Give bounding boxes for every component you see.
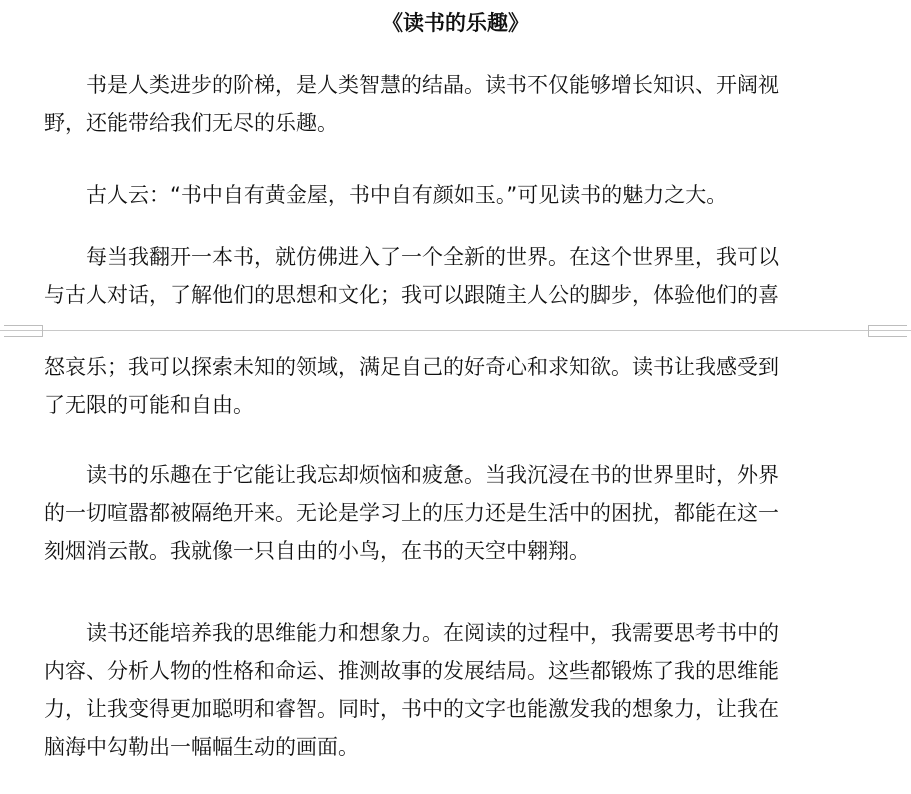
- paragraph-line: 读书的乐趣在于它能让我忘却烦恼和疲惫。当我沉浸在书的世界里时，外界: [86, 463, 779, 487]
- paragraph-line: 刻烟消云散。我就像一只自由的小鸟，在书的天空中翱翔。: [44, 539, 590, 563]
- page-break-separator: [0, 322, 911, 340]
- page-break-rule: [0, 330, 911, 331]
- paragraph-2: [44, 176, 872, 214]
- paragraph-4: [44, 456, 872, 570]
- paragraph-line: 书是人类进步的阶梯，是人类智慧的结晶。读书不仅能够增长知识、开阔视: [86, 73, 779, 97]
- paragraph-line: 与古人对话，了解他们的思想和文化；我可以跟随主人公的脚步，体验他们的喜: [44, 283, 779, 307]
- paragraph-3: [44, 238, 872, 314]
- paragraph-line: 的一切喧嚣都被隔绝开来。无论是学习上的压力还是生活中的困扰，都能在这一: [44, 501, 779, 525]
- paragraph-1: [44, 66, 872, 142]
- paragraph-line: 读书还能培养我的思维能力和想象力。在阅读的过程中，我需要思考书中的: [86, 621, 779, 645]
- paragraph-line: 脑海中勾勒出一幅幅生动的画面。: [44, 735, 359, 759]
- paragraph-5: [44, 614, 872, 766]
- page-corner-right-icon: [868, 325, 907, 337]
- paragraph-3-continued: [44, 348, 872, 424]
- paragraph-line: 内容、分析人物的性格和命运、推测故事的发展结局。这些都锻炼了我的思维能: [44, 659, 779, 683]
- page-corner-left-icon: [4, 325, 43, 337]
- paragraph-line: 怒哀乐；我可以探索未知的领域，满足自己的好奇心和求知欲。读书让我感受到: [44, 355, 779, 379]
- paragraph-line: 古人云：“书中自有黄金屋，书中自有颜如玉。”可见读书的魅力之大。: [86, 183, 728, 207]
- paragraph-line: 每当我翻开一本书，就仿佛进入了一个全新的世界。在这个世界里，我可以: [86, 245, 779, 269]
- document-title: 《读书的乐趣》: [382, 11, 529, 35]
- paragraph-line: 野，还能带给我们无尽的乐趣。: [44, 111, 338, 135]
- paragraph-line: 力，让我变得更加聪明和睿智。同时，书中的文字也能激发我的想象力，让我在: [44, 697, 779, 721]
- paragraph-line: 了无限的可能和自由。: [44, 393, 254, 417]
